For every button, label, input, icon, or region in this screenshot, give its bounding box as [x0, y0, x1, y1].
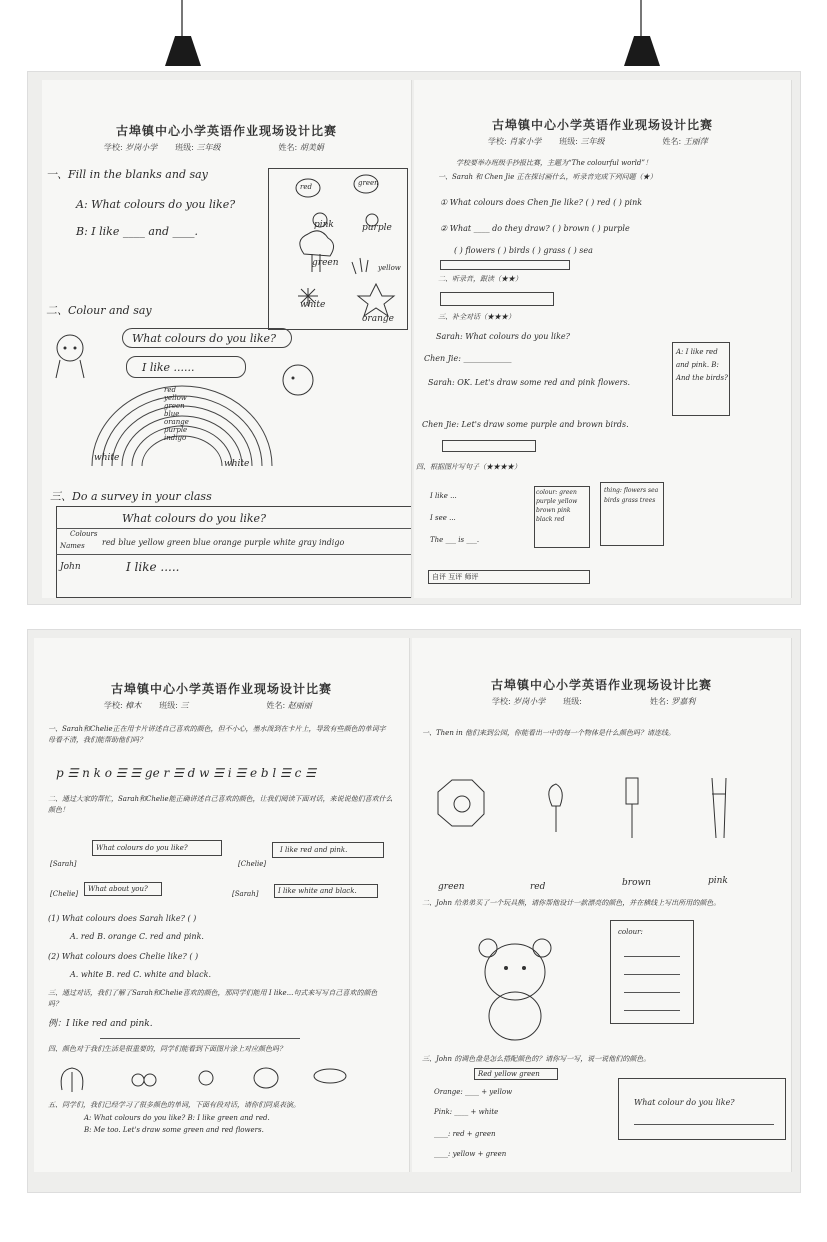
park-objects — [426, 774, 786, 844]
rainbow-label-yellow: yellow — [164, 394, 187, 402]
section-2-heading: 二、听录音，跟读（★★） — [438, 275, 522, 283]
colour-word-pink: pink — [708, 876, 728, 886]
colour-answer-line-4 — [624, 1010, 680, 1011]
section-5-text: 五、同学们，我们已经学习了很多颜色的单词，下面有段对话，请你们同桌表演。 — [48, 1101, 300, 1109]
pic-label-yellow: yellow — [378, 264, 401, 272]
answer-rule-1 — [100, 1038, 300, 1039]
cloud-right-label: white — [224, 459, 250, 469]
colour-answer-label: colour: — [618, 928, 643, 936]
bubble-sarah-2-text: I like white and black. — [278, 887, 357, 895]
section-1-text: 一、Then in 他们来到公园，你能看出一中的每一个物体是什么颜色吗？请连线。 — [422, 729, 676, 737]
dialog-line-3: Sarah: OK. Let's draw some red and pink flowers. — [428, 378, 631, 387]
write-prompt-1: I like ... — [430, 492, 457, 500]
sheet-meta: 学校: 樟木 班级: 三 姓名: 赵丽丽 — [104, 701, 312, 710]
colour-word-list: colour: green purple yellow brown pink black red — [536, 489, 578, 523]
pic-label-purple: purple — [362, 223, 392, 233]
rainbow-label-indigo: indigo — [164, 434, 187, 442]
pic-label-orange: orange — [362, 314, 394, 324]
section-3-heading: 三、补全对话（★★★） — [438, 313, 515, 321]
survey-question: What colours do you like? — [122, 512, 266, 525]
noun-word-list: thing: flowers sea birds grass trees — [604, 487, 659, 504]
colour-word-red: red — [530, 882, 546, 892]
speaker-chelie-2: [Chelie] — [50, 890, 79, 898]
survey-header-colours: Colours — [70, 530, 98, 538]
section-2-text: 二、John 给弟弟买了一个玩具熊，请你帮他设计一款漂亮的颜色，并在横线上写出所用的颜色。 — [422, 899, 721, 907]
section-3-text: 三、通过对话，我们了解了Sarah和Chelie喜欢的颜色，那同学们能用 I like...句式来写写自己喜欢的颜色吗？ — [48, 989, 378, 1008]
sheet-title: 古埠镇中心小学英语作业现场设计比赛 — [110, 682, 332, 696]
survey-colours: red blue yellow green blue orange purple white gray indigo — [102, 538, 345, 547]
colouring-doodles — [58, 1062, 388, 1092]
pic-label-white: white — [300, 300, 326, 310]
sheet-title: 古埠镇中心小学英语作业现场设计比赛 — [490, 678, 712, 692]
pic-label-red: red — [300, 183, 312, 191]
dialog-line-1: Sarah: What colours do you like? — [436, 332, 570, 341]
section-3-text: 三、John 的调色盘是怎么搭配颜色的？请你写一写，说一说他们的颜色。 — [422, 1055, 651, 1063]
rainbow-label-red: red — [164, 386, 176, 394]
speaker-chelie: [Chelie] — [238, 860, 267, 868]
binder-clip-right — [622, 0, 662, 70]
rainbow-label-orange: orange — [164, 418, 189, 426]
question-1: ① What colours does Chen Jie like? ( ) red ( ) pink — [440, 198, 643, 207]
colour-tags-text: Red yellow green — [478, 1070, 540, 1078]
pic-label-pink: pink — [314, 220, 334, 230]
bubble-sarah-text: What colours do you like? — [96, 844, 188, 852]
survey-row-name: John — [60, 562, 81, 572]
bubble-chelie-2-text: What about you? — [88, 885, 148, 893]
prompt-box-line — [634, 1124, 774, 1125]
survey-rule-1 — [56, 528, 412, 529]
dialog-line-2: Chen Jie: ____________ — [424, 354, 512, 363]
answer-options-text: A: I like red and pink. B: And the birds? — [676, 348, 728, 382]
section-1-heading: 一、Fill in the blanks and say — [46, 168, 208, 181]
picture-doodles — [268, 168, 408, 330]
rainbow-label-green: green — [164, 402, 185, 410]
bubble-chelie-text: I like red and pink. — [280, 846, 348, 854]
eval-strip-2 — [440, 292, 554, 306]
teddy-bear-drawing — [472, 934, 562, 1044]
colour-answer-line-2 — [624, 974, 680, 975]
section-4-heading: 四、根据图片写句子（★★★★） — [416, 463, 521, 471]
survey-rule-2 — [56, 554, 412, 555]
section-2-heading: 二、Colour and say — [46, 304, 152, 317]
colour-answer-line-1 — [624, 956, 680, 957]
sheet-meta: 学校: 岁岗小学 班级: 三年级 姓名: 胡美娟 — [104, 143, 324, 152]
dialog-a: A: What colours do you like? — [76, 198, 236, 211]
eval-strip-3 — [442, 440, 536, 452]
colour-answer-line-3 — [624, 992, 680, 993]
binder-clip-left — [163, 0, 203, 70]
intro-text: 学校要举办班级手抄报比赛，主题为“The colourful world”！ — [456, 159, 652, 167]
question-2: (2) What colours does Chelie like? ( ) — [48, 952, 199, 961]
worksheet-2 — [414, 80, 792, 598]
write-prompt-2: I see ... — [430, 514, 456, 522]
section-2-text: 二、通过大家的帮忙，Sarah和Chelie能正确讲述自己喜欢的颜色，让我们阅读下面对话，来说说他们喜欢什么颜色！ — [48, 795, 393, 814]
sheet-title: 古埠镇中心小学英语作业现场设计比赛 — [115, 124, 337, 138]
pic-label-green-2: green — [312, 258, 339, 268]
sheet-meta: 学校: 岁岗小学 班级: 姓名: 罗嘉利 — [492, 697, 696, 706]
eval-strip-text: 自评 互评 师评 — [432, 573, 479, 581]
section-5-dialog-b: B: Me too. Let's draw some green and red flowers. — [84, 1126, 264, 1134]
write-prompt-3: The ___ is ___. — [430, 536, 480, 544]
colour-word-green: green — [438, 882, 465, 892]
section-5-dialog-a: A: What colours do you like? B: I like green and red. — [84, 1114, 270, 1122]
section-4-text: 四、颜色对于我们生活是很重要的，同学们能看到下面图片涂上对应颜色吗？ — [48, 1045, 286, 1053]
cloud-left-label: white — [94, 453, 120, 463]
eval-strip-1 — [440, 260, 570, 270]
worksheet-4 — [412, 638, 792, 1172]
dialog-line-4: Chen Jie: Let's draw some purple and brown birds. — [422, 420, 629, 429]
mix-line-3: ____: red + green — [434, 1130, 496, 1138]
boy-doodle-icon — [278, 360, 318, 400]
rainbow-label-blue: blue — [164, 410, 180, 418]
mix-line-2: Pink: ____ + white — [434, 1108, 499, 1116]
question-1-options: A. red B. orange C. red and pink. — [70, 932, 204, 941]
colour-word-brown: brown — [622, 878, 651, 888]
question-2-options: ( ) flowers ( ) birds ( ) grass ( ) sea — [454, 246, 593, 255]
speaker-sarah: [Sarah] — [50, 860, 77, 868]
mix-line-1: Orange: ____ + yellow — [434, 1088, 513, 1096]
speaker-sarah-2: [Sarah] — [232, 890, 259, 898]
mix-line-4: ____: yellow + green — [434, 1150, 507, 1158]
survey-row-text: I like ..... — [126, 560, 180, 574]
pic-label-green: green — [358, 179, 379, 187]
section-3-example: 例：I like red and pink. — [48, 1019, 153, 1029]
worksheet-1 — [42, 80, 412, 598]
worksheet-3 — [34, 638, 410, 1172]
sheet-meta: 学校: 肖家小学 班级: 三年级 姓名: 王丽萍 — [488, 137, 708, 146]
speech-bubble-2-text: I like ...... — [142, 361, 195, 374]
dialog-b: B: I like ____ and ____. — [76, 225, 199, 238]
section-3-heading: 三、Do a survey in your class — [50, 490, 212, 503]
girl-doodle-icon — [50, 330, 90, 380]
rainbow-label-purple: purple — [164, 426, 188, 434]
survey-header-names: Names — [60, 542, 85, 550]
question-1: (1) What colours does Sarah like? ( ) — [48, 914, 197, 923]
question-2: ② What ____ do they draw? ( ) brown ( ) purple — [440, 224, 630, 233]
sheet-title: 古埠镇中心小学英语作业现场设计比赛 — [491, 118, 713, 132]
ink-blot-words: p ☰ n k o ☰ ☰ ge r ☰ d w ☰ i ☰ e b l ☰ c ☰ — [56, 766, 316, 780]
section-1-heading: 一、Sarah 和 Chen Jie 正在探讨画什么，听录音完成下列问题（★） — [438, 173, 657, 181]
section-1-text: 一、Sarah和Chelie正在用卡片讲述自己喜欢的颜色，但不小心，墨水泼到在卡片上，导致有些颜色的单词字母看不清，我们能帮助他们吗？ — [48, 725, 386, 744]
question-2-options: A. white B. red C. white and black. — [70, 970, 211, 979]
speech-bubble-1-text: What colours do you like? — [132, 332, 276, 345]
prompt-box-text: What colour do you like? — [634, 1098, 735, 1107]
prompt-box — [618, 1078, 786, 1140]
